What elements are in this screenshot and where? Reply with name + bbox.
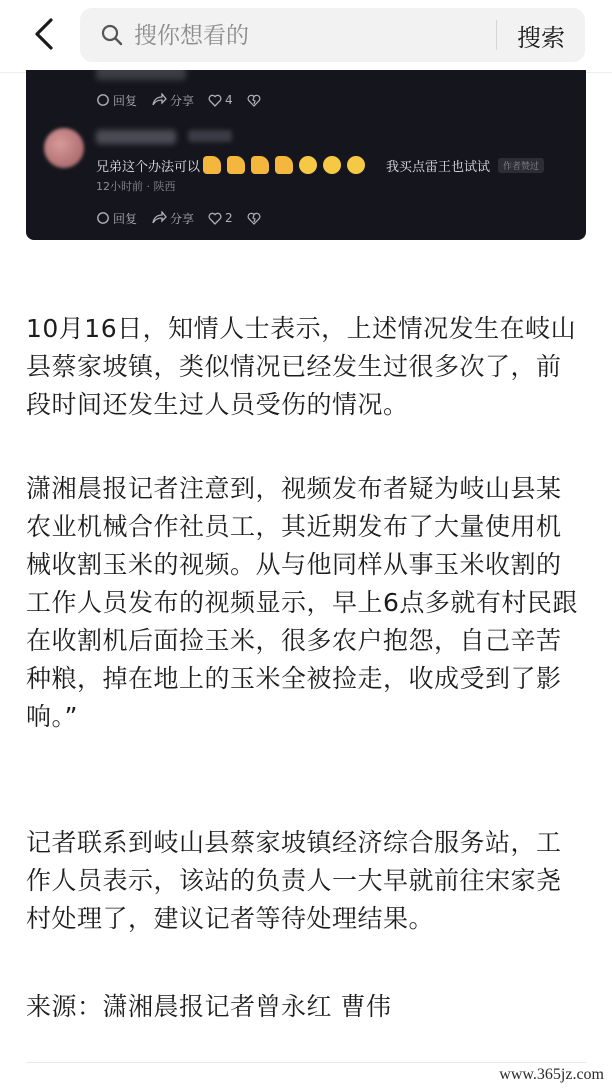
avatar xyxy=(44,128,84,168)
heart-icon xyxy=(208,94,222,107)
dislike-action xyxy=(247,94,264,107)
reply-label: 回复 xyxy=(113,93,138,108)
like-count: 2 xyxy=(225,211,233,225)
blurred-user-tag xyxy=(188,130,232,142)
chat-bubble-icon xyxy=(96,93,110,107)
share-label: 分享 xyxy=(170,211,195,226)
article-paragraph: 10月16日，知情人士表示，上述情况发生在岐山县蔡家坡镇，类似情况已经发生过很多次了，前段时间还发生过人员受伤的情况。 xyxy=(26,314,577,419)
comment-text-line xyxy=(96,154,544,176)
blurred-meta-text xyxy=(96,70,186,80)
reply-action xyxy=(96,92,137,109)
smile-emoji-icon xyxy=(299,156,317,174)
comment-text-tail: 我买点雷王也试试 xyxy=(386,159,491,175)
comment-meta: 12小时前 · 陕西 xyxy=(96,180,176,193)
thumbs-up-emoji-icon xyxy=(227,156,245,174)
dislike-action xyxy=(247,212,264,225)
broken-heart-icon xyxy=(247,94,261,107)
thumbs-up-emoji-icon xyxy=(275,156,293,174)
comment-text: 兄弟这个办法可以 xyxy=(96,159,201,175)
comment-actions-row xyxy=(96,90,278,110)
smile-emoji-icon xyxy=(347,156,365,174)
article-source: 来源：潇湘晨报记者曾永红 曹伟 xyxy=(26,992,392,1021)
search-input[interactable] xyxy=(132,18,496,54)
thumbs-up-emoji-icon xyxy=(203,156,221,174)
chevron-left-icon xyxy=(33,17,55,51)
article-paragraph: 记者联系到岐山县蔡家坡镇经济综合服务站，工作人员表示，该站的负责人一大早就前往宋家尧村处理了，建议记者等待处理结果。 xyxy=(26,828,562,933)
share-action xyxy=(151,210,194,227)
comment-actions-row xyxy=(96,208,278,228)
comment-time: 12小时前 xyxy=(96,180,143,193)
comment-location: 陕西 xyxy=(153,180,176,193)
search-icon xyxy=(100,23,124,47)
article-paragraph: 潇湘晨报记者注意到，视频发布者疑为岐山县某农业机械合作社员工，其近期发布了大量使用机械收割玉米的视频。从与他同样从事玉米收割的工作人员发布的视频显示，早上6点多就有村民跟在收割机后面捡玉米，很多农户抱怨，自己辛苦种粮，掉在地上的玉米全被捡走，收成受到了影响。” xyxy=(26,474,578,731)
share-arrow-icon xyxy=(151,211,167,225)
thumbs-up-emoji-icon xyxy=(251,156,269,174)
reply-action xyxy=(96,210,137,227)
divider xyxy=(26,1062,586,1063)
chat-bubble-icon xyxy=(96,211,110,225)
share-arrow-icon xyxy=(151,93,167,107)
smile-emoji-icon xyxy=(323,156,341,174)
broken-heart-icon xyxy=(247,212,261,225)
author-liked-badge: 作者赞过 xyxy=(498,158,544,173)
search-divider xyxy=(496,20,497,50)
back-button[interactable] xyxy=(24,14,64,54)
search-button[interactable]: 搜索 xyxy=(517,23,565,52)
share-action xyxy=(151,92,194,109)
embedded-comment-image xyxy=(26,70,586,240)
blurred-username xyxy=(96,130,176,144)
reply-label: 回复 xyxy=(113,211,138,226)
top-bar xyxy=(0,0,612,73)
share-label: 分享 xyxy=(170,93,195,108)
like-action xyxy=(208,211,233,225)
like-count: 4 xyxy=(225,93,233,107)
heart-icon xyxy=(208,212,222,225)
like-action xyxy=(208,93,233,107)
site-watermark: www.365jz.com xyxy=(499,1066,604,1083)
search-box[interactable] xyxy=(80,8,585,62)
